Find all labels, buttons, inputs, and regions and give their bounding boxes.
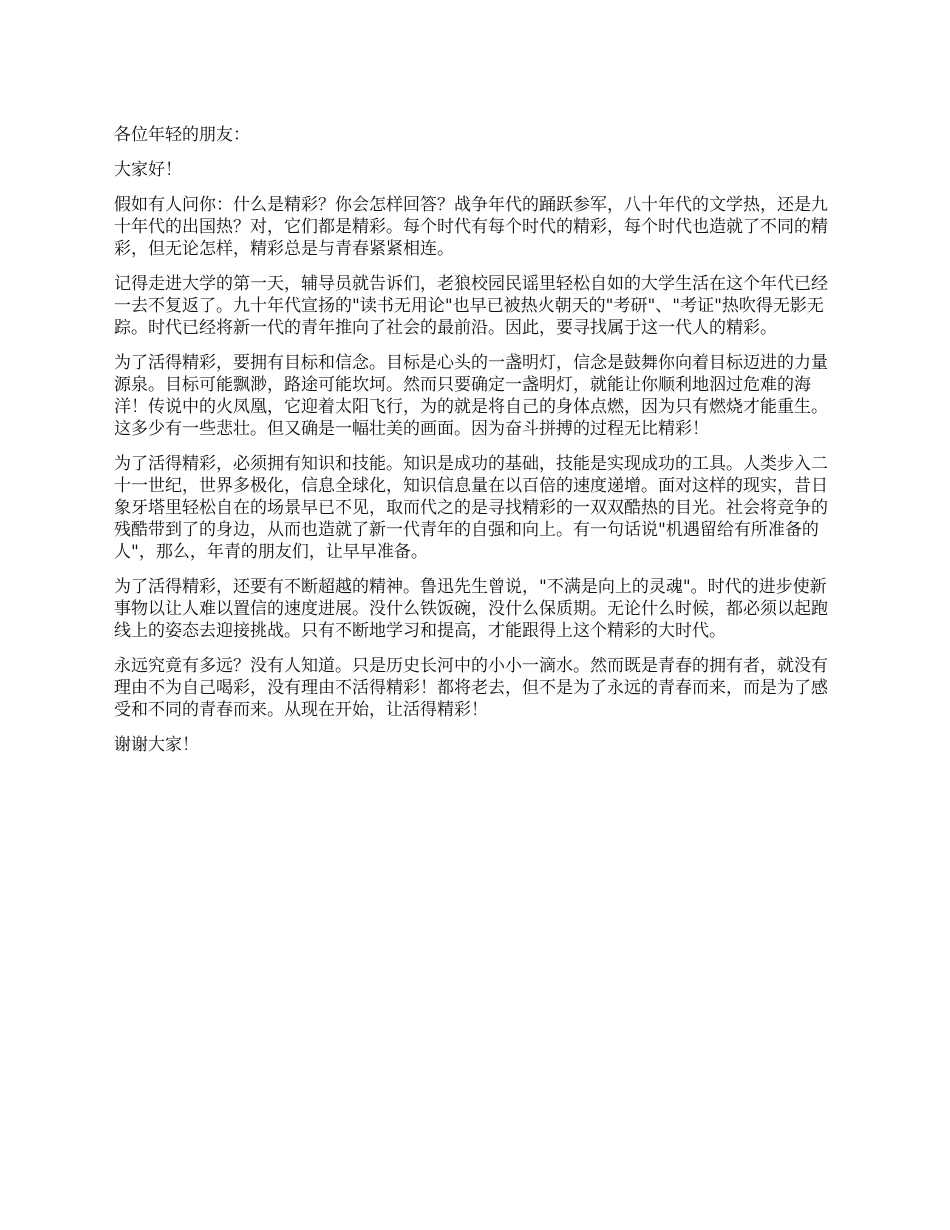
salutation: 大家好！ — [114, 160, 182, 180]
document-body — [114, 124, 842, 769]
paragraph-6: 永远究竟有多远？没有人知道。只是历史长河中的小小一滴水。然而既是青春的拥有者，就没有理由不为自己喝彩，没有理由不活得精彩！都将老去，但不是为了永远的青春而来，而是为了感受和不同的青春而来。从现在开始，让活得精彩！ — [114, 656, 828, 720]
greeting: 各位年轻的朋友： — [114, 125, 250, 145]
closing: 谢谢大家！ — [114, 735, 199, 755]
paragraph-4: 为了活得精彩，必须拥有知识和技能。知识是成功的基础，技能是实现成功的工具。人类步入二十一世纪，世界多极化，信息全球化，知识信息量在以百倍的速度递增。面对这样的现实，昔日象牙塔里轻松自在的场景早已不见，取而代之的是寻找精彩的一双双酷热的目光。社会将竞争的残酷带到了的身边，从而也造就了新一代青年的自强和向上。有一句话说"机遇留给有所准备的人"，那么，年青的朋友们，让早早准备。 — [114, 454, 828, 562]
paragraph-5: 为了活得精彩，还要有不断超越的精神。鲁迅先生曾说，"不满是向上的灵魂"。时代的进步使新事物以让人难以置信的速度进展。没什么铁饭碗，没什么保质期。无论什么时候，都必须以起跑线上的姿态去迎接挑战。只有不断地学习和提高，才能跟得上这个精彩的大时代。 — [114, 577, 828, 641]
paragraph-3: 为了活得精彩，要拥有目标和信念。目标是心头的一盏明灯，信念是鼓舞你向着目标迈进的力量源泉。目标可能飘渺，路途可能坎坷。然而只要确定一盏明灯，就能让你顺利地泅过危难的海洋！传说中的火凤凰，它迎着太阳飞行，为的就是将自己的身体点燃，因为只有燃烧才能重生。这多少有一些悲壮。但又确是一幅壮美的画面。因为奋斗拼搏的过程无比精彩！ — [114, 353, 828, 439]
paragraph-1: 假如有人问你：什么是精彩？你会怎样回答？战争年代的踊跃参军，八十年代的文学热，还是九十年代的出国热？对，它们都是精彩。每个时代有每个时代的精彩，每个时代也造就了不同的精彩，但无论怎样，精彩总是与青春紧紧相连。 — [114, 195, 828, 259]
paragraph-2: 记得走进大学的第一天，辅导员就告诉们，老狼校园民谣里轻松自如的大学生活在这个年代已经一去不复返了。九十年代宣扬的"读书无用论"也早已被热火朝天的"考研"、"考证"热吹得无影无踪。时代已经将新一代的青年推向了社会的最前沿。因此，要寻找属于这一代人的精彩。 — [114, 274, 828, 338]
